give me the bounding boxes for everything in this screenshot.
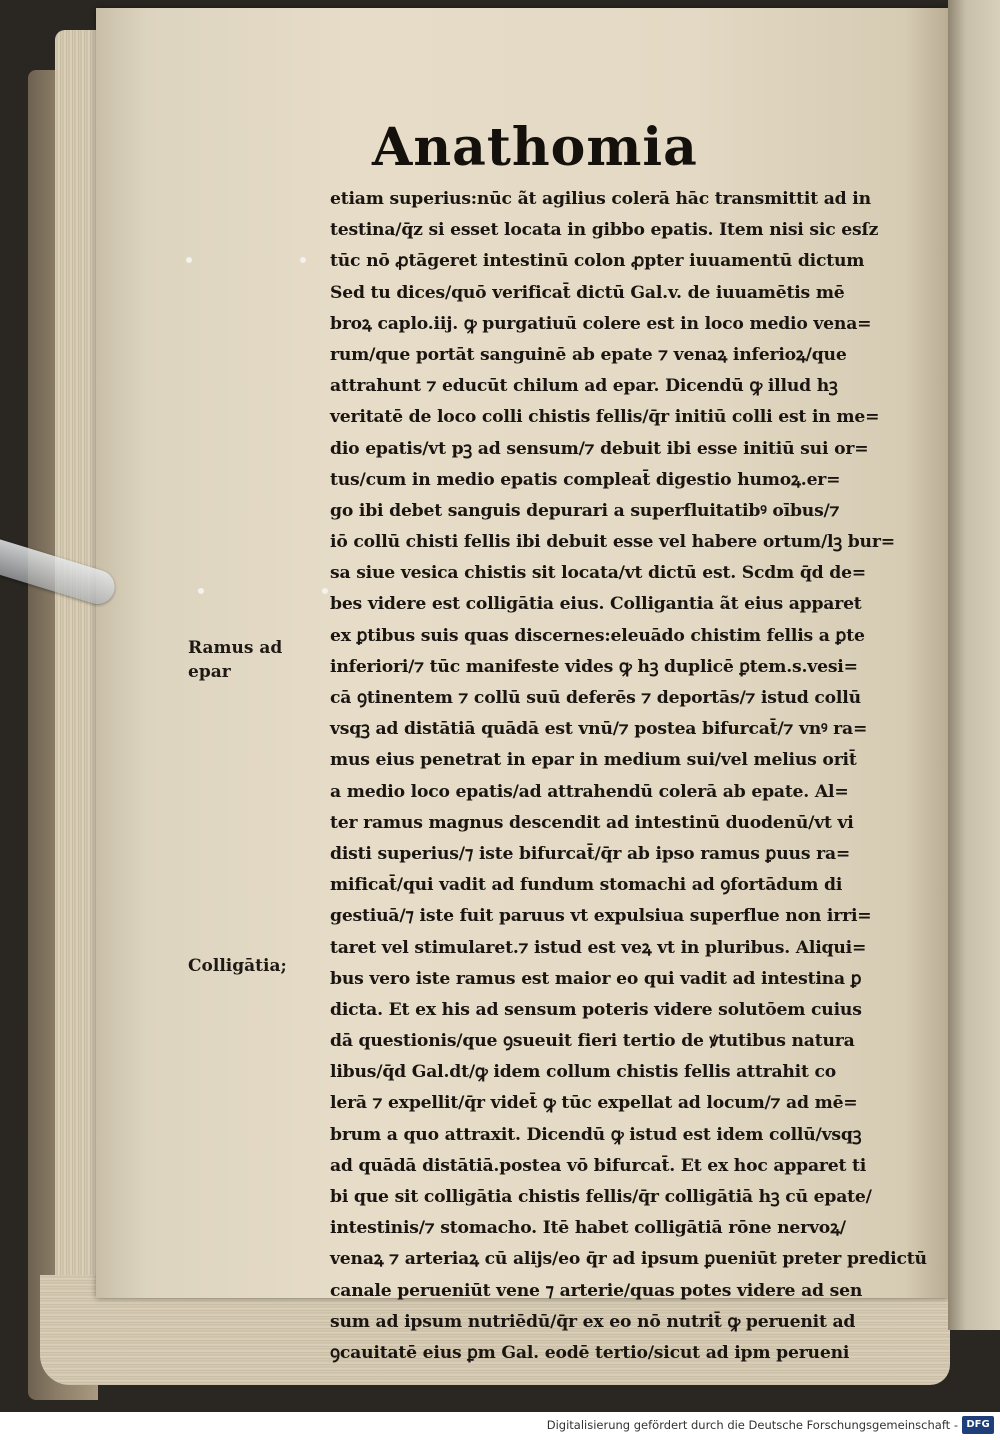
body-text <box>330 184 927 1369</box>
text-line: libus/q̄d Gal.dt/ꝙ idem collum chistis fellis attrahit co <box>330 1062 837 1083</box>
text-line: disti superius/⁊ iste bifurcat̄/q̄r ab ipso ramus ꝑuus ra= <box>330 843 851 864</box>
text-line: bus vero iste ramus est maior eo qui vadit ad intestina ꝑ <box>330 968 862 989</box>
text-line: ex ꝑtibus suis quas discernes:eleuādo chistim fellis a ꝑte <box>330 625 865 646</box>
text-line: bes videre est colligātia eius. Colligantia ãt eius apparet <box>330 594 862 615</box>
footer-bar <box>0 1412 1000 1440</box>
dust-spot <box>300 257 306 263</box>
dust-spot <box>198 588 204 594</box>
text-line: dicta. Et ex his ad sensum poteris videre solutōem cuius <box>330 999 862 1020</box>
marginal-note-ramus-line1: Ramus ad <box>188 638 283 658</box>
text-line: sa siue vesica chistis sit locata/vt dictū est. Scdm q̄d de= <box>330 563 867 584</box>
text-line: Sed tu dices/quō verificat̄ dictū Gal.v. de iuuamētis mē <box>330 282 845 303</box>
marginal-note-ramus <box>188 636 308 684</box>
text-line: etiam superius:nūc ãt agilius colerā hāc transmittit ad in <box>330 189 871 209</box>
text-line: canale perueniūt vene ⁊ arterie/quas potes videre ad sen <box>330 1280 863 1301</box>
text-line: brum a quo attraxit. Dicendū ꝙ istud est idem collū/vsqꝫ <box>330 1124 862 1145</box>
text-line: lerā ⁊ expellit/q̄r videt̄ ꝙ tūc expellat ad locum/⁊ ad mē= <box>330 1093 858 1114</box>
text-line: venaꝝ ⁊ arteriaꝝ cū alijs/eo q̄r ad ipsum ꝑueniūt preter predictū <box>330 1249 927 1270</box>
marginal-note-ramus-line2: epar <box>188 662 231 682</box>
text-line: intestinis/⁊ stomacho. Itē habet colligātiā rōne nervoꝝ/ <box>330 1218 846 1239</box>
text-line: ꝯcauitatē eius ꝑm Gal. eodē tertio/sicut ad ipm perueni <box>330 1342 850 1363</box>
text-line: veritatē de loco colli chistis fellis/q̄r initiū colli est in me= <box>330 407 880 428</box>
text-line: go ibi debet sanguis depurari a superfluitatibꝰ oībus/⁊ <box>330 500 840 521</box>
text-line: dio epatis/vt pꝫ ad sensum/⁊ debuit ibi esse initiū sui or= <box>330 438 869 459</box>
dfg-logo: DFG <box>962 1416 994 1434</box>
page-heading: Anathomia <box>372 117 698 178</box>
text-line: gestiuā/⁊ iste fuit paruus vt expulsiua superflue non irri= <box>330 906 872 927</box>
text-line: cā ꝯtinentem ⁊ collū suū deferēs ⁊ deportās/⁊ istud collū <box>330 688 861 708</box>
text-line: tūc nō ꝓtāgeret intestinū colon ꝓpter iuuamentū dictum <box>330 251 865 272</box>
facing-page-sliver <box>948 0 1000 1330</box>
text-line: dā questionis/que ꝯsueuit fieri tertio de ꝟtutibus natura <box>330 1031 855 1052</box>
text-line: a medio loco epatis/ad attrahendū colerā ab epate. Al= <box>330 781 849 802</box>
text-line: attrahunt ⁊ educūt chilum ad epar. Dicendū ꝙ illud hꝫ <box>330 376 838 397</box>
dust-spot <box>322 588 328 594</box>
text-line: iō collū chisti fellis ibi debuit esse vel habere ortum/lꝫ bur= <box>330 532 895 553</box>
text-line: inferiori/⁊ tūc manifeste vides ꝙ hꝫ duplicē ꝑtem.s.vesi= <box>330 656 858 677</box>
text-line: mus eius penetrat in epar in medium sui/vel melius orit̄ <box>330 750 857 771</box>
dust-spot <box>186 257 192 263</box>
marginal-note-colligantia: Colligātia; <box>188 956 287 976</box>
text-line: vsqꝫ ad distātiā quādā est vnū/⁊ postea bifurcat̄/⁊ vnꝰ ra= <box>330 719 868 740</box>
text-line: rum/que portāt sanguinē ab epate ⁊ venaꝝ inferioꝝ/que <box>330 344 847 365</box>
text-line: ad quādā distātiā.postea vō bifurcat̄. Et ex hoc apparet ti <box>330 1155 867 1176</box>
text-line: mificat̄/qui vadit ad fundum stomachi ad ꝯfortādum di <box>330 875 843 896</box>
text-line: testina/q̄z si esset locata in gibbo epatis. Item nisi sic esſz <box>330 220 879 241</box>
text-line: broꝝ caplo.iij. ꝙ purgatiuū colere est in loco medio vena= <box>330 313 872 334</box>
text-line: ter ramus magnus descendit ad intestinū duodenū/vt vi <box>330 812 854 833</box>
text-line: tus/cum in medio epatis compleat̄ digestio humoꝝ.er= <box>330 469 841 490</box>
text-line: taret vel stimularet.⁊ istud est veꝝ vt in pluribus. Aliqui= <box>330 937 867 958</box>
text-line: bi que sit colligātia chistis fellis/q̄r colligātiā hꝫ cū epate/ <box>330 1187 872 1207</box>
text-line: sum ad ipsum nutriēdū/q̄r ex eo nō nutrit̄ ꝙ peruenit ad <box>330 1311 856 1332</box>
page-edges-left <box>55 30 100 1330</box>
footer-credit: Digitalisierung gefördert durch die Deutsche Forschungsgemeinschaft - <box>546 1418 958 1432</box>
